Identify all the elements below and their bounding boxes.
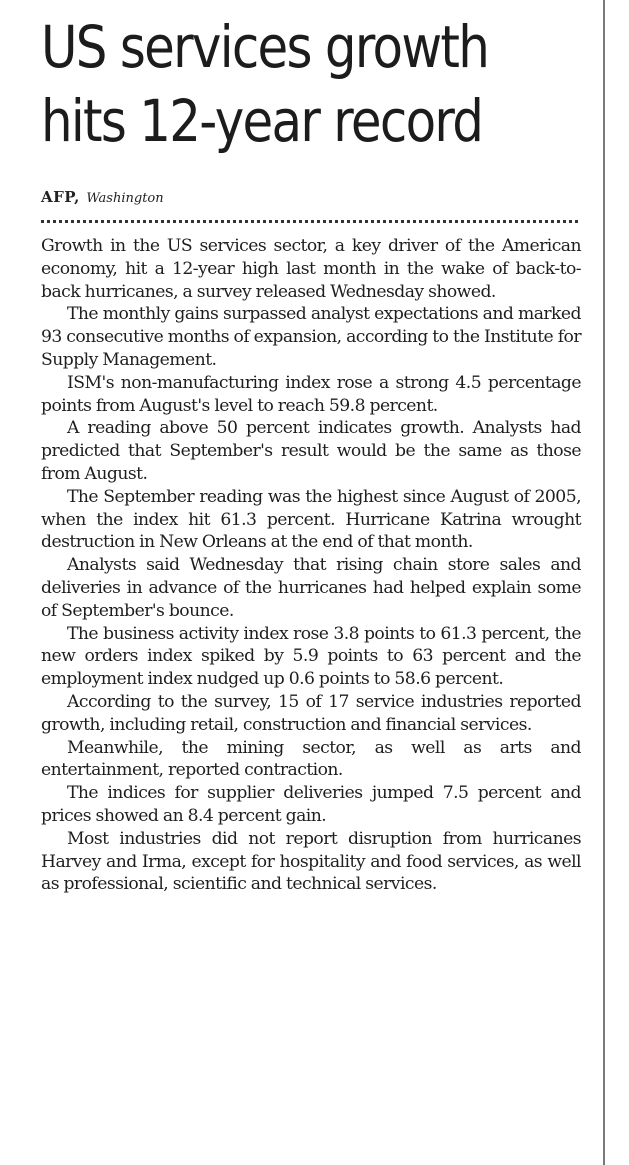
paragraph-6: Analysts said Wednesday that rising chain store sales and deliveries in advance of the hurricanes had helped explain some of September's bounce. — [41, 555, 581, 621]
headline-line-2: hits 12-year record — [41, 87, 483, 155]
paragraph-1: Growth in the US services sector, a key driver of the American economy, hit a 12-year high last month in the wake of back-to-back hurricanes, a survey released Wednesday showed. — [41, 236, 581, 302]
headline-line-1: US services growth — [41, 13, 489, 81]
dotted-separator — [41, 220, 578, 223]
column-rule — [603, 0, 605, 1165]
byline — [41, 188, 581, 208]
paragraph-9: Meanwhile, the mining sector, as well as arts and entertainment, reported contraction. — [41, 737, 581, 781]
paragraph-11: Most industries did not report disruption from hurricanes Harvey and Irma, except for hospitality and food services, as well as professional, scientific and technical services. — [41, 828, 581, 895]
byline-location: Washington — [86, 191, 164, 206]
paragraph-8: According to the survey, 15 of 17 service industries reported growth, including retail, construction and financial services. — [41, 691, 581, 735]
paragraph-3: ISM's non-manufacturing index rose a strong 4.5 percentage points from August's level to reach 59.8 percent. — [41, 372, 581, 416]
paragraph-4: A reading above 50 percent indicates growth. Analysts had predicted that September's result would be the same as those from August. — [41, 418, 581, 484]
paragraph-10: The indices for supplier deliveries jumped 7.5 percent and prices showed an 8.4 percent gain. — [41, 783, 581, 826]
byline-agency: AFP, — [41, 188, 80, 206]
paragraph-2: The monthly gains surpassed analyst expectations and marked 93 consecutive months of expansion, according to the Institute for Supply Management. — [41, 304, 581, 370]
paragraph-5: The September reading was the highest since August of 2005, when the index hit 61.3 percent. Hurricane Katrina wrought destruction in New Orleans at the end of that month. — [41, 486, 581, 553]
headline — [41, 10, 505, 158]
article-body — [41, 235, 581, 896]
news-article — [41, 10, 581, 896]
paragraph-7: The business activity index rose 3.8 points to 61.3 percent, the new orders index spiked by 5.9 points to 63 percent and the employment index nudged up 0.6 points to 58.6 percent. — [41, 623, 581, 690]
